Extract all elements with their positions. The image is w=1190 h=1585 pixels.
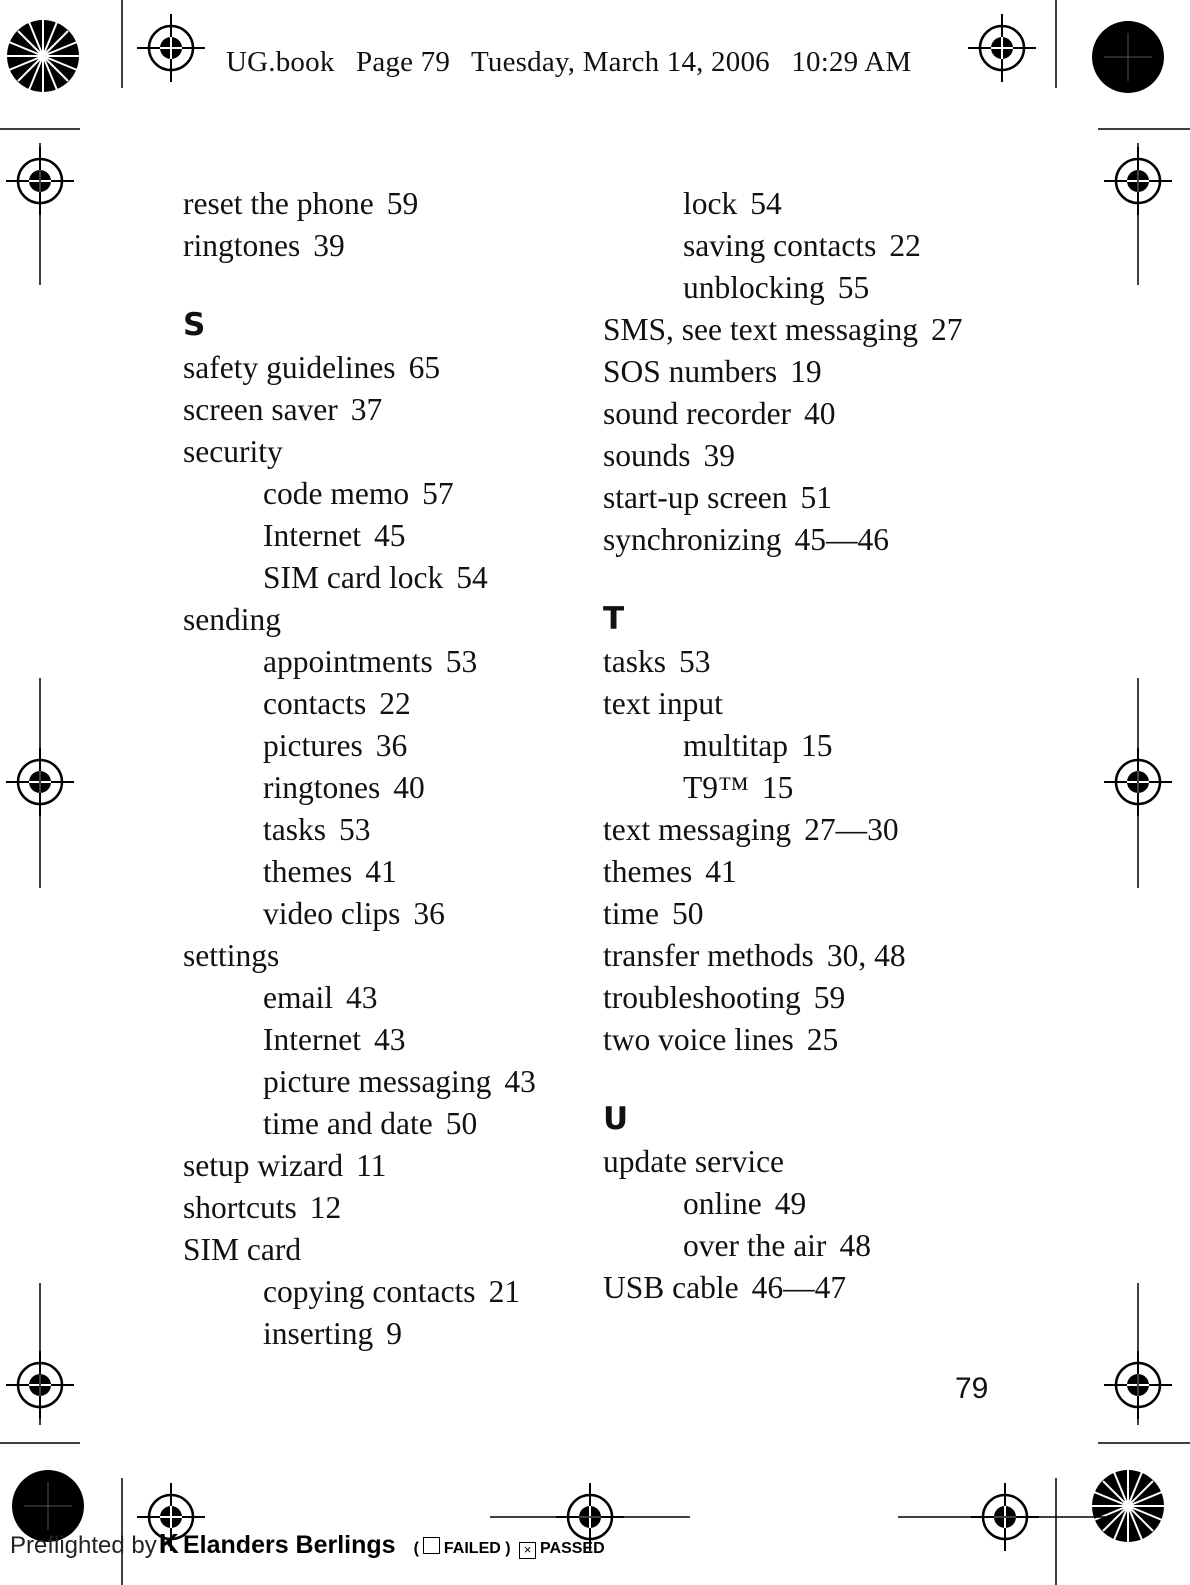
entry-term: saving contacts <box>683 228 877 263</box>
index-entry <box>603 809 963 851</box>
index-subentry <box>183 767 536 809</box>
index-entry <box>603 309 963 351</box>
preflight-status <box>414 1540 605 1557</box>
index-column-left <box>183 183 536 1355</box>
index-entry <box>603 1267 963 1309</box>
entry-pages: 50 <box>445 1106 478 1141</box>
index-entry <box>183 1145 536 1187</box>
entry-pages: 9 <box>386 1316 402 1351</box>
entry-term: shortcuts <box>183 1190 297 1225</box>
entry-term: themes <box>603 854 693 889</box>
index-subentry <box>183 1103 536 1145</box>
header-date: Tuesday, March 14, 2006 <box>470 46 770 78</box>
index-entry <box>603 851 963 893</box>
entry-pages: 27—30 <box>804 812 899 847</box>
entry-pages: 12 <box>309 1190 342 1225</box>
entry-term: text input <box>603 686 723 721</box>
entry-term: online <box>683 1186 762 1221</box>
starburst-mark-top-left <box>7 20 79 92</box>
entry-pages: 43 <box>345 980 378 1015</box>
entry-term: themes <box>263 854 353 889</box>
entry-term: lock <box>683 186 738 221</box>
index-subentry <box>603 767 963 809</box>
entry-term: transfer methods <box>603 938 814 973</box>
index-entry <box>603 641 963 683</box>
entry-term: two voice lines <box>603 1022 794 1057</box>
header-time: 10:29 AM <box>791 46 912 78</box>
index-entry <box>183 431 536 473</box>
entry-term: SOS numbers <box>603 354 778 389</box>
index-entry <box>183 1229 536 1271</box>
entry-pages: 65 <box>408 350 441 385</box>
entry-pages: 40 <box>393 770 425 805</box>
index-entry <box>603 393 963 435</box>
section-letter: T <box>603 601 625 637</box>
index-subentry <box>183 977 536 1019</box>
entry-term: reset the phone <box>183 186 374 221</box>
index-subentry <box>183 473 536 515</box>
entry-pages: 11 <box>356 1148 387 1183</box>
entry-term: start-up screen <box>603 480 788 515</box>
entry-term: unblocking <box>683 270 825 305</box>
entry-term: text messaging <box>603 812 792 847</box>
index-subentry <box>183 1061 536 1103</box>
passed-label: PASSED <box>540 1540 605 1557</box>
entry-term: tasks <box>603 644 666 679</box>
entry-term: picture messaging <box>263 1064 492 1099</box>
registration-mark <box>968 14 1036 82</box>
entry-pages: 45—46 <box>794 522 889 557</box>
entry-term: security <box>183 434 283 469</box>
entry-term: copying contacts <box>263 1274 476 1309</box>
header-book: UG.book <box>226 46 335 78</box>
entry-term: SIM card lock <box>263 560 444 595</box>
index-subentry <box>183 1313 536 1355</box>
index-subentry <box>603 1225 963 1267</box>
entry-pages: 27 <box>931 312 963 347</box>
entry-term: SMS, see text messaging <box>603 312 918 347</box>
entry-term: USB cable <box>603 1270 739 1305</box>
index-subentry <box>603 725 963 767</box>
brand-name: Elanders Berlings <box>183 1531 396 1559</box>
index-subentry <box>183 851 536 893</box>
entry-term: code memo <box>263 476 410 511</box>
failed-label: FAILED <box>443 1540 501 1557</box>
index-subentry <box>603 183 963 225</box>
entry-pages: 25 <box>806 1022 839 1057</box>
registration-mark <box>137 14 205 82</box>
entry-term: pictures <box>263 728 363 763</box>
entry-pages: 49 <box>774 1186 807 1221</box>
index-column-right <box>603 183 963 1309</box>
index-entry <box>183 935 536 977</box>
entry-pages: 51 <box>800 480 833 515</box>
index-entry <box>183 225 536 267</box>
index-subentry <box>603 1183 963 1225</box>
index-entry <box>603 1019 963 1061</box>
entry-term: ringtones <box>183 228 301 263</box>
entry-pages: 55 <box>837 270 870 305</box>
entry-term: settings <box>183 938 280 973</box>
index-entry <box>183 389 536 431</box>
index-subentry <box>183 725 536 767</box>
close-paren: ) <box>505 1540 511 1557</box>
entry-pages: 43 <box>504 1064 536 1099</box>
entry-pages: 21 <box>488 1274 521 1309</box>
index-subentry <box>183 809 536 851</box>
entry-term: sending <box>183 602 281 637</box>
entry-term: appointments <box>263 644 433 679</box>
entry-term: Internet <box>263 1022 361 1057</box>
entry-pages: 59 <box>813 980 846 1015</box>
entry-term: time and date <box>263 1106 433 1141</box>
index-entry <box>603 477 963 519</box>
entry-term: time <box>603 896 659 931</box>
index-subentry <box>603 225 963 267</box>
starburst-mark-bottom-right <box>1092 1470 1164 1542</box>
index-entry <box>603 935 963 977</box>
index-subentry <box>183 893 536 935</box>
entry-pages: 54 <box>750 186 782 221</box>
entry-pages: 57 <box>422 476 454 511</box>
index-entry <box>183 599 536 641</box>
entry-term: sound recorder <box>603 396 792 431</box>
entry-pages: 36 <box>413 896 445 931</box>
section-gap <box>603 561 963 597</box>
entry-term: troubleshooting <box>603 980 801 1015</box>
entry-term: setup wizard <box>183 1148 344 1183</box>
entry-pages: 54 <box>456 560 488 595</box>
entry-pages: 40 <box>804 396 836 431</box>
entry-term: update service <box>603 1144 785 1179</box>
entry-pages: 53 <box>445 644 478 679</box>
entry-pages: 30, 48 <box>826 938 906 973</box>
entry-pages: 19 <box>790 354 822 389</box>
entry-term: screen saver <box>183 392 338 427</box>
passed-checkbox: × <box>519 1542 536 1559</box>
entry-pages: 59 <box>386 186 419 221</box>
entry-pages: 39 <box>313 228 345 263</box>
index-entry <box>183 347 536 389</box>
failed-checkbox <box>423 1537 440 1554</box>
brand-logo-icon: K <box>158 1528 179 1559</box>
entry-pages: 43 <box>373 1022 406 1057</box>
entry-pages: 46—47 <box>751 1270 847 1305</box>
entry-pages: 50 <box>672 896 704 931</box>
index-subentry <box>183 1019 536 1061</box>
index-subentry <box>603 267 963 309</box>
entry-pages: 41 <box>365 854 397 889</box>
open-paren: ( <box>413 1540 419 1557</box>
page-header <box>226 46 925 79</box>
index-entry <box>603 435 963 477</box>
section-gap <box>183 267 536 303</box>
entry-pages: 36 <box>375 728 408 763</box>
entry-pages: 53 <box>679 644 711 679</box>
index-entry <box>603 893 963 935</box>
entry-term: T9™ <box>683 770 749 805</box>
index-subentry <box>183 641 536 683</box>
entry-term: Internet <box>263 518 361 553</box>
entry-term: multitap <box>683 728 788 763</box>
solid-mark-top-right <box>1092 21 1164 93</box>
entry-pages: 15 <box>801 728 833 763</box>
index-subentry <box>183 1271 536 1313</box>
index-entry <box>603 519 963 561</box>
entry-term: sounds <box>603 438 691 473</box>
entry-pages: 39 <box>703 438 736 473</box>
entry-pages: 53 <box>339 812 371 847</box>
index-subentry <box>183 515 536 557</box>
page-number: 79 <box>955 1372 989 1405</box>
entry-pages: 48 <box>839 1228 871 1263</box>
entry-term: tasks <box>263 812 326 847</box>
entry-term: inserting <box>263 1316 374 1351</box>
header-page: Page 79 <box>356 46 451 78</box>
entry-term: SIM card <box>183 1232 302 1267</box>
entry-pages: 22 <box>889 228 921 263</box>
entry-term: over the air <box>683 1228 827 1263</box>
index-entry <box>603 977 963 1019</box>
entry-pages: 45 <box>373 518 406 553</box>
preflight-stamp <box>10 1528 605 1560</box>
entry-term: ringtones <box>263 770 381 805</box>
entry-term: email <box>263 980 333 1015</box>
section-gap <box>603 1061 963 1097</box>
index-entry <box>603 683 963 725</box>
index-subentry <box>183 683 536 725</box>
entry-term: safety guidelines <box>183 350 396 385</box>
entry-term: video clips <box>263 896 401 931</box>
index-entry <box>603 351 963 393</box>
index-entry <box>603 1141 963 1183</box>
entry-pages: 22 <box>379 686 411 721</box>
entry-pages: 37 <box>350 392 383 427</box>
entry-pages: 41 <box>705 854 737 889</box>
section-letter: S <box>183 307 206 343</box>
entry-pages: 15 <box>761 770 794 805</box>
section-letter: U <box>603 1101 629 1137</box>
preflight-label: Preflighted by <box>10 1532 157 1559</box>
entry-term: contacts <box>263 686 367 721</box>
index-entry <box>183 1187 536 1229</box>
index-subentry <box>183 557 536 599</box>
entry-term: synchronizing <box>603 522 782 557</box>
index-entry <box>183 183 536 225</box>
